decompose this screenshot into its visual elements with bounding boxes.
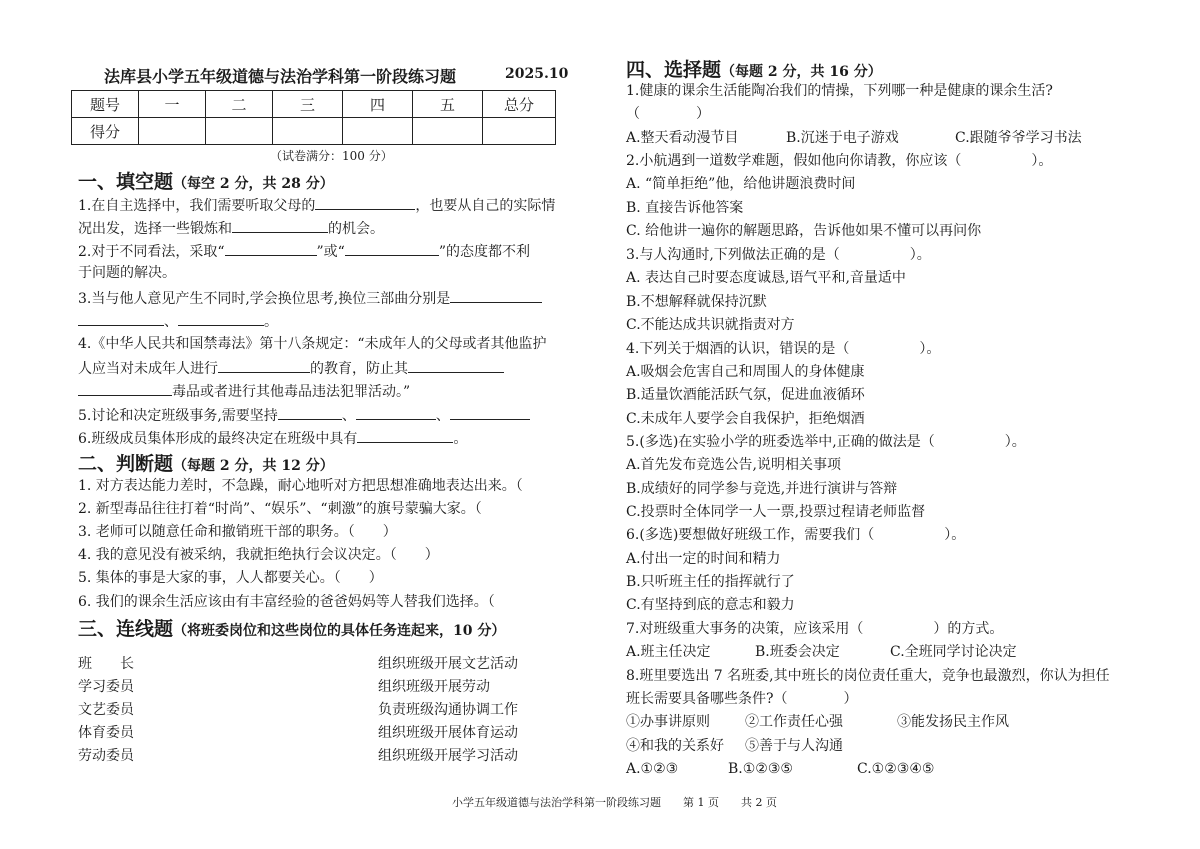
judge-item: 1. 对方表达能力差时，不急躁，耐心地听对方把思想准确地表达出来。（ — [78, 478, 523, 494]
task-item[interactable]: 组织班级开展劳动 — [378, 679, 490, 695]
score-table-score-row — [72, 118, 556, 145]
section-title — [78, 449, 334, 476]
option[interactable]: B.不想解释就保持沉默 — [626, 294, 767, 310]
question-line: 毒品或者进行其他毒品违法犯罪活动。” — [78, 381, 410, 401]
score-cell — [273, 118, 343, 145]
score-table-header-row — [72, 91, 556, 118]
exam-date: 2025.10 — [505, 66, 569, 82]
section-heading: 一、填空题 — [78, 171, 174, 193]
condition-item: ②工作责任心强 — [745, 714, 843, 730]
question-line: 况出发，选择一些锻炼和 的机会。 — [78, 218, 384, 238]
option[interactable]: A.整天看动漫节目 — [626, 130, 739, 146]
score-cell — [206, 118, 273, 145]
question-line: 、 。 — [78, 311, 278, 331]
role-item[interactable]: 文艺委员 — [78, 702, 134, 718]
answer-blank[interactable] — [278, 405, 342, 420]
question-line: 1.在自主选择中，我们需要听取父母的 ，也要从自己的实际情 — [78, 195, 555, 215]
answer-blank[interactable] — [408, 358, 504, 373]
score-cell: 总分 — [483, 91, 556, 118]
section-note: （每题 2 分，共 12 分） — [173, 458, 334, 474]
option[interactable]: B.成绩好的同学参与竞选,并进行演讲与答辩 — [626, 481, 898, 497]
judge-item: 4. 我的意见没有被采纳，我就拒绝执行会议决定。（ ） — [78, 547, 439, 563]
question-line: 6.班级成员集体形成的最终决定在班级中具有 。 — [78, 428, 467, 448]
question-stem: 3.与人沟通时,下列做法正确的是（ ）。 — [626, 247, 931, 263]
option[interactable]: B.班委会决定 — [755, 644, 840, 660]
section-heading: 二、判断题 — [78, 453, 174, 475]
option[interactable]: A.吸烟会危害自己和周围人的身体健康 — [626, 364, 865, 380]
role-item[interactable]: 班 长 — [78, 656, 134, 672]
score-cell: 题号 — [72, 91, 139, 118]
answer-paren[interactable]: （ ） — [626, 106, 710, 122]
task-item[interactable]: 组织班级开展学习活动 — [378, 748, 518, 764]
option[interactable]: B.适量饮酒能活跃气氛，促进血液循环 — [626, 387, 865, 403]
condition-item: ④和我的关系好 — [626, 738, 724, 754]
answer-blank[interactable] — [178, 311, 264, 326]
score-cell — [413, 118, 483, 145]
option[interactable]: C.不能达成共识就指责对方 — [626, 317, 795, 333]
condition-item: ①办事讲原则 — [626, 714, 710, 730]
option[interactable]: B. 直接告诉他答案 — [626, 200, 744, 216]
answer-blank[interactable] — [232, 218, 328, 233]
question-stem: 7.对班级重大事务的决策，应该采用（ ）的方式。 — [626, 621, 1004, 637]
answer-blank[interactable] — [357, 428, 453, 443]
question-stem: 5.(多选)在实验小学的班委选举中,正确的做法是（ ）。 — [626, 434, 1026, 450]
section-heading: 四、选择题 — [626, 59, 722, 81]
option[interactable]: A.首先发布竞选公告,说明相关事项 — [626, 457, 842, 473]
score-cell — [139, 118, 206, 145]
question-line: 3.当与他人意见产生不同时,学会换位思考,换位三部曲分别是 — [78, 288, 542, 308]
answer-blank[interactable] — [225, 241, 317, 256]
section-note: （每题 2 分，共 16 分） — [721, 64, 882, 80]
option[interactable]: B.沉迷于电子游戏 — [786, 130, 899, 146]
condition-item: ⑤善于与人沟通 — [745, 738, 843, 754]
task-item[interactable]: 组织班级开展体育运动 — [378, 725, 518, 741]
question-line: 于问题的解决。 — [78, 265, 176, 281]
judge-item: 3. 老师可以随意任命和撤销班干部的职务。（ ） — [78, 524, 397, 540]
score-cell: 四 — [343, 91, 413, 118]
option[interactable]: C.投票时全体同学一人一票,投票过程请老师监督 — [626, 504, 926, 520]
section-title — [626, 55, 882, 82]
question-line: 4.《中华人民共和国禁毒法》第十八条规定：“未成年人的父母或者其他监护 — [78, 336, 547, 352]
option[interactable]: A.①②③ — [626, 761, 679, 777]
option[interactable]: A. 表达自己时要态度诚恳,语气平和,音量适中 — [626, 270, 906, 286]
full-score-note: （试卷满分：100 分） — [270, 149, 393, 163]
option[interactable]: C.跟随爷爷学习书法 — [955, 130, 1082, 146]
role-item[interactable]: 劳动委员 — [78, 748, 134, 764]
page-footer: 小学五年级道德与法治学科第一阶段练习题 第 1 页 共 2 页 — [452, 796, 777, 809]
answer-blank[interactable] — [345, 241, 439, 256]
option[interactable]: A. “简单拒绝”他，给他讲题浪费时间 — [626, 176, 856, 192]
option[interactable]: A.班主任决定 — [626, 644, 711, 660]
option[interactable]: B.①②③⑤ — [728, 761, 793, 777]
section-note: （将班委岗位和这些岗位的具体任务连起来，10 分） — [173, 623, 506, 639]
option[interactable]: A.付出一定的时间和精力 — [626, 551, 781, 567]
judge-item: 5. 集体的事是大家的事，人人都要关心。（ ） — [78, 570, 383, 586]
question-stem: 4.下列关于烟酒的认识，错误的是（ ）。 — [626, 341, 941, 357]
score-table — [71, 90, 556, 145]
option[interactable]: C.未成年人要学会自我保护，拒绝烟酒 — [626, 411, 865, 427]
option[interactable]: C.全班同学讨论决定 — [890, 644, 1017, 660]
answer-blank[interactable] — [450, 405, 530, 420]
condition-item: ③能发扬民主作风 — [897, 714, 1009, 730]
section-heading: 三、连线题 — [78, 618, 174, 640]
role-item[interactable]: 体育委员 — [78, 725, 134, 741]
option[interactable]: C. 给他讲一遍你的解题思路，告诉他如果不懂可以再问你 — [626, 223, 982, 239]
question-stem: 班长需要具备哪些条件?（ ） — [626, 691, 858, 707]
exam-title: 法库县小学五年级道德与法治学科第一阶段练习题 — [104, 67, 457, 86]
score-cell — [343, 118, 413, 145]
score-cell: 一 — [139, 91, 206, 118]
score-cell — [483, 118, 556, 145]
question-stem: 6.(多选)要想做好班级工作，需要我们（ ）。 — [626, 527, 966, 543]
answer-blank[interactable] — [78, 311, 164, 326]
section-title — [78, 167, 334, 194]
question-stem: 2.小航遇到一道数学难题，假如他向你请教，你应该（ ）。 — [626, 153, 1053, 169]
score-cell: 三 — [273, 91, 343, 118]
answer-blank[interactable] — [356, 405, 436, 420]
task-item[interactable]: 组织班级开展文艺活动 — [378, 656, 518, 672]
judge-item: 6. 我们的课余生活应该由有丰富经验的爸爸妈妈等人替我们选择。（ — [78, 594, 495, 610]
question-line: 人应当对未成年人进行 的教育，防止其 — [78, 358, 504, 378]
option[interactable]: C.有坚持到底的意志和毅力 — [626, 597, 795, 613]
score-cell: 二 — [206, 91, 273, 118]
answer-blank[interactable] — [78, 381, 172, 396]
section-note: （每空 2 分，共 28 分） — [173, 176, 334, 192]
option[interactable]: B.只听班主任的指挥就行了 — [626, 574, 795, 590]
answer-blank[interactable] — [218, 358, 310, 373]
role-item[interactable]: 学习委员 — [78, 679, 134, 695]
task-item[interactable]: 负责班级沟通协调工作 — [378, 702, 518, 718]
score-cell: 五 — [413, 91, 483, 118]
section-title — [78, 614, 505, 641]
question-stem: 1.健康的课余生活能陶冶我们的情操，下列哪一种是健康的课余生活? — [626, 83, 1053, 99]
judge-item: 2. 新型毒品往往打着“时尚”、“娱乐”、“刺激”的旗号蒙骗大家。（ — [78, 501, 482, 517]
option[interactable]: C.①②③④⑤ — [857, 761, 935, 777]
question-line: 5.讨论和决定班级事务,需要坚持 、 、 — [78, 405, 530, 425]
question-stem: 8.班里要选出 7 名班委,其中班长的岗位责任重大，竞争也最激烈，你认为担任 — [626, 668, 1110, 684]
question-line: 2.对于不同看法，采取“ ”或“ ”的态度都不利 — [78, 241, 530, 261]
answer-blank[interactable] — [450, 288, 542, 303]
score-cell: 得分 — [72, 118, 139, 145]
answer-blank[interactable] — [315, 195, 415, 210]
